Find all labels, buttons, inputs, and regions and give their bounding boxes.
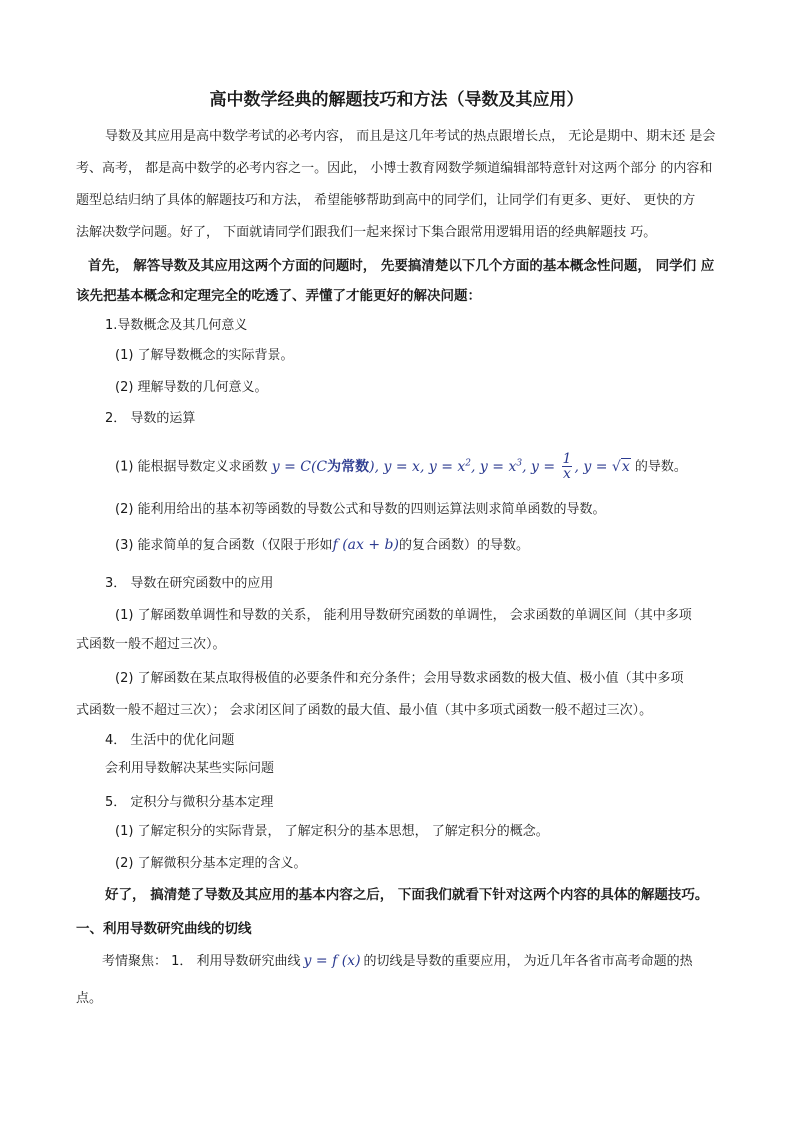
section2-item-1-prefix: (1) 能根据导数定义求函数: [115, 459, 268, 475]
part1-heading: 一、利用导数研究曲线的切线: [76, 921, 252, 937]
section2-item-2: (2) 能利用给出的基本初等函数的导数公式和导数的四则运算法则求简单函数的导数。: [115, 502, 606, 517]
section3-heading: 3． 导数在研究函数中的应用: [105, 576, 274, 591]
sqrt-x: √x: [611, 458, 630, 475]
intro-line-2: 考、高考， 都是高中数学的必考内容之一。因此， 小博士教育网数学频道编辑部特意针对这两个部分 的内容和: [76, 161, 713, 176]
intro-line-3: 题型总结归纳了具体的解题技巧和方法， 希望能够帮助到高中的同学们，让同学们有更多、更好、 更快的方: [76, 193, 696, 208]
section2-item-1: [115, 452, 687, 481]
fraction-one-over-x: $\frac{1}{x}$: [562, 451, 572, 483]
section3-item-2-line-2: 式函数一般不超过三次）； 会求闭区间了函数的最大值、最小值（其中多项式函数一般不超过三次）。: [76, 703, 653, 718]
lead-line-2: 该先把基本概念和定理完全的吃透了、弄懂了才能更好的解决问题：: [76, 288, 481, 304]
section2-item-1-suffix: 的导数。: [634, 459, 687, 475]
section4-text: 会利用导数解决某些实际问题: [105, 761, 275, 776]
section4-heading: 4． 生活中的优化问题: [105, 733, 235, 748]
section3-item-2-line-1: (2) 了解函数在某点取得极值的必要条件和充分条件；会用导数求函数的极大值、极小值（其中多项: [115, 671, 684, 686]
section5-heading: 5． 定积分与微积分基本定理: [105, 795, 274, 810]
intro-line-4: 法解决数学问题。好了， 下面就请同学们跟我们一起来探讨下集合跟常用逻辑用语的经典解题技 巧。: [76, 225, 657, 240]
section5-item-1: (1) 了解定积分的实际背景， 了解定积分的基本思想， 了解定积分的概念。: [115, 824, 549, 839]
intro-line-1: 导数及其应用是高中数学考试的必考内容， 而且是这几年考试的热点跟增长点， 无论是期中、期末还 是会: [105, 129, 716, 144]
lead-line-1: 首先， 解答导数及其应用这两个方面的问题时， 先要搞清楚以下几个方面的基本概念性问题， 同学们 应: [88, 258, 715, 274]
transition-text: 好了， 搞清楚了导数及其应用的基本内容之后， 下面我们就看下针对这两个内容的具体的解题技巧。: [105, 887, 709, 903]
section3-item-1-line-1: (1) 了解函数单调性和导数的关系， 能利用导数研究函数的单调性， 会求函数的单调区间（其中多项: [115, 608, 692, 623]
kaoqing-prefix: 考情聚焦： 1． 利用导数研究曲线: [102, 954, 301, 969]
curve-function-formula: y = f (x): [303, 953, 361, 969]
kaoqing-suffix: 的切线是导数的重要应用， 为近几年各省市高考命题的热: [363, 954, 693, 969]
section5-item-2: (2) 了解微积分基本定理的含义。: [115, 856, 307, 871]
kaoqing-line-1: [102, 952, 693, 971]
section2-heading: 2． 导数的运算: [105, 411, 196, 426]
section2-item-3: [115, 536, 529, 555]
section2-item-3-suffix: 的复合函数）的导数。: [398, 538, 529, 553]
page-title: 高中数学经典的解题技巧和方法（导数及其应用）: [209, 90, 584, 110]
section1-item-2: (2) 理解导数的几何意义。: [115, 380, 268, 395]
section1-heading: 1.导数概念及其几何意义: [105, 318, 248, 333]
section1-item-1: (1) 了解导数概念的实际背景。: [115, 348, 294, 363]
kaoqing-line-2: 点。: [76, 991, 103, 1006]
section2-item-3-prefix: (3) 能求简单的复合函数（仅限于形如: [115, 538, 333, 553]
composite-function-formula: f (ax + b): [332, 537, 399, 553]
section3-item-1-line-2: 式函数一般不超过三次）。: [76, 637, 226, 652]
derivative-functions-formula: y = C(C为常数), y = x, $y = x^2$, $y = x^3$, y = $\frac{1}{x}$ , y = √x: [271, 451, 630, 483]
